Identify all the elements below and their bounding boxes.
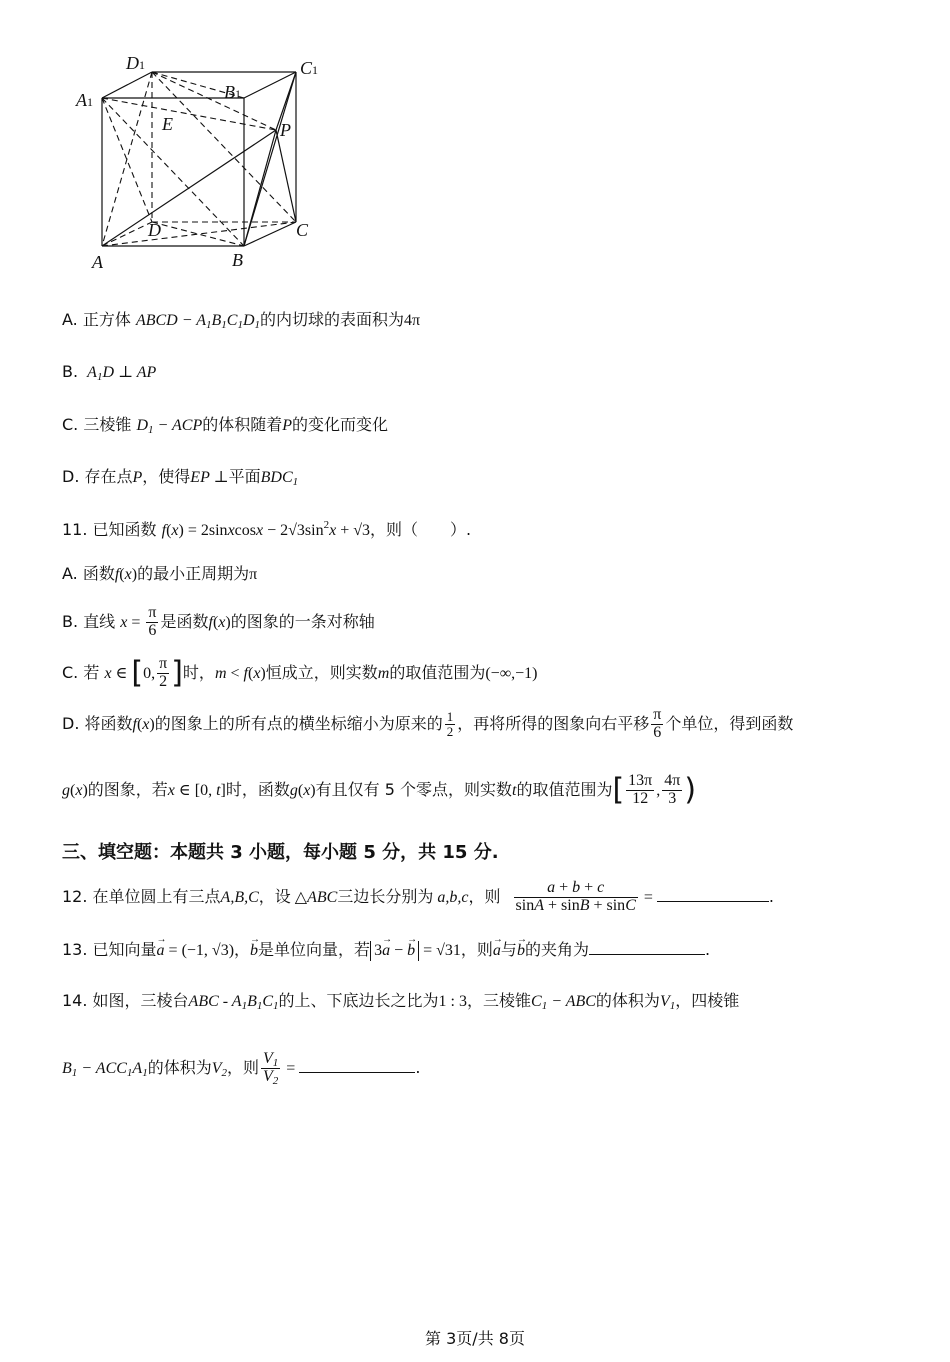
label-E: E <box>162 114 173 134</box>
label-D: D <box>148 220 161 240</box>
q11-stem: 11. 已知函数 f(x) = 2sinxcosx − $2√3\sin^2x + √3$，则（ ）. <box>62 519 472 539</box>
q12-answer-blank[interactable] <box>657 887 769 902</box>
q12: 12. 在单位圆上有三点A,B,C，设 △ABC三边长分别为 a,b,c，则 $\frac{a + b + c}{\sin A + \sin B + \sin C}$ = . <box>62 879 774 914</box>
q14-line2: $B_1 - ACC_1A_1$的体积为$V_2$，则 $\frac{V_1}{V_2}$ = . <box>62 1050 421 1087</box>
label-A1: A1 <box>76 90 93 110</box>
label-A: A <box>92 252 103 272</box>
q10-option-c: C. 三棱锥 $D_1$ − ACP的体积随着P的变化而变化 <box>62 415 389 436</box>
label-P: P <box>280 120 291 140</box>
q11-option-b: B. 直线 x = $\frac{\pi}{6}$ 是函数f(x)的图象的一条对称轴 <box>62 604 375 639</box>
label-B: B <box>232 250 243 270</box>
cube-figure <box>60 50 350 280</box>
q13: 13. 已知向量→ a = (−1, √3)，→ b是单位向量，若 3→ a − → b = √31，则→ a与→ b的夹角为 . <box>62 936 710 965</box>
q11-option-d-line1: D. 将函数f(x)的图象上的所有点的横坐标缩小为原来的 $\frac{1}{2}$ ，再将所得的图象向右平移 $\frac{\pi}{6}$ 个单位，得到函数 <box>62 706 794 741</box>
q10-option-a: A. 正方体 ABCD − $A_1B_1C_1D_1$的内切球的表面积为4π <box>62 310 421 331</box>
page-footer: 第 3页/共 8页 <box>425 1329 525 1348</box>
q11-option-c: C. 若 x ∈ [0, $\frac{\pi}{2}$ ]时，m < f(x)恒成立，则实数m的取值范围为(−∞,−1) <box>62 655 538 691</box>
q14-answer-blank[interactable] <box>299 1058 415 1073</box>
section-3-title: 三、填空题：本题共 3 小题，每小题 5 分，共 15 分. <box>62 842 499 863</box>
q11-option-d-line2: g(x)的图象，若x ∈ [0, t]时，函数g(x)有且仅有 5 个零点，则实数t的取值范围为[ $\frac{13\pi}{12}$ , $\frac{4\pi}{3}$ ) <box>62 772 697 808</box>
q13-answer-blank[interactable] <box>589 940 705 955</box>
label-C1: C1 <box>300 58 319 78</box>
q11-option-a: A. 函数f(x)的最小正周期为π <box>62 564 258 583</box>
q14-line1: 14. 如图，三棱台ABC - $A_1B_1C_1$的上、下底边长之比为1 : 3，三棱锥$C_1$ − ABC的体积为$V_1$，四棱锥 <box>62 991 740 1012</box>
q10-option-b: B. $A_1D$ ⊥ AP <box>62 362 157 383</box>
label-C: C <box>296 220 309 240</box>
label-B1: B1 <box>224 82 241 102</box>
q10-option-d: D. 存在点P，使得EP ⊥平面$BDC_1$ <box>62 467 299 488</box>
label-D1: D1 <box>126 53 145 73</box>
